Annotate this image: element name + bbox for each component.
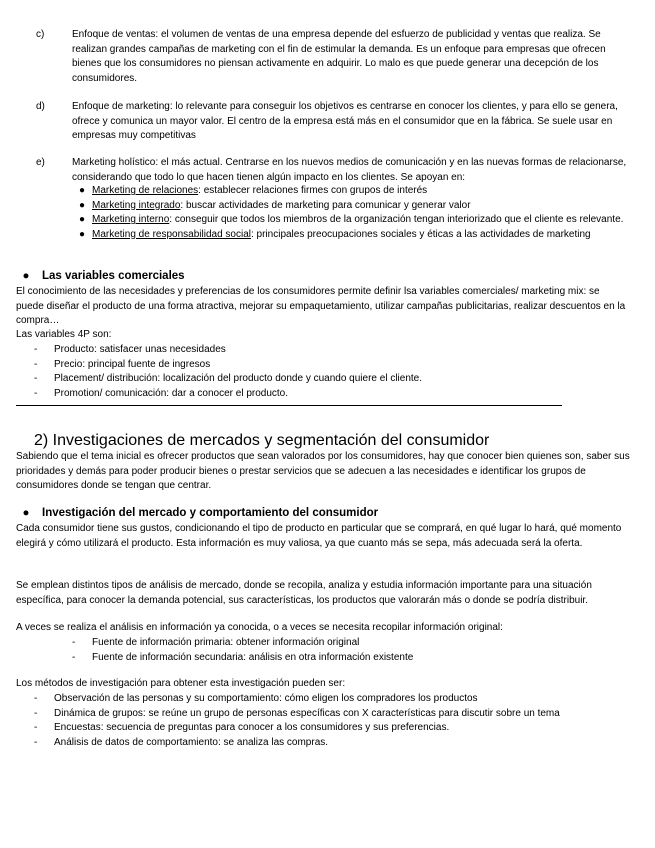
list-item xyxy=(30,721,630,736)
dash-icon: - xyxy=(72,637,76,648)
list-item-text: Análisis de datos de comportamiento: se analiza las compras. xyxy=(54,736,329,748)
list-item xyxy=(30,387,630,402)
list-item-text: Encuestas: secuencia de preguntas para conocer a los consumidores y sus preferencias. xyxy=(54,722,450,733)
dash-icon: - xyxy=(34,387,38,399)
item-text: Marketing holístico: el más actual. Centrarse en los nuevos medios de comunicación y en las nuevas formas de relacionarse, considerando que todo lo que hacen tienen algún impacto en los clientes. Se apoyan en: xyxy=(72,157,627,183)
list-item-d xyxy=(36,100,628,144)
list-item-text: Observación de las personas y su comportamiento: cómo eligen los compradores los productos xyxy=(54,693,478,704)
list-item xyxy=(68,636,628,651)
dash-icon: - xyxy=(34,358,38,370)
list-item-text: Precio: principal fuente de ingresos xyxy=(54,358,211,370)
methods-list xyxy=(30,692,630,750)
section-intro: Sabiendo que el tema inicial es ofrecer productos que sean valorados por los consumidores, hay que conocer bien quienes son, saber sus prioridades y demás para poder producir bienes o prestar servicios que se adecuen a las necesidades e identificar los grupos de consumidores donde se tengan que centrar. xyxy=(16,451,630,491)
list-item xyxy=(72,184,628,199)
holistic-sublist xyxy=(72,184,628,242)
dash-icon: - xyxy=(34,344,38,355)
list-item xyxy=(30,736,630,751)
heading-text: Las variables comerciales xyxy=(42,270,185,282)
section-title: 2) Investigaciones de mercados y segmentación del consumidor xyxy=(34,432,490,449)
list-item xyxy=(30,372,630,387)
term-description: : principales preocupaciones sociales y éticas a las actividades de marketing xyxy=(250,228,591,240)
list-item xyxy=(30,343,630,358)
list-item-text: Fuente de información secundaria: análisis en otra información existente xyxy=(92,651,414,663)
term-link: Marketing de relaciones xyxy=(92,185,199,196)
term-description: : buscar actividades de marketing para comunicar y generar valor xyxy=(180,199,471,211)
list-item xyxy=(72,228,628,243)
dash-icon: - xyxy=(34,707,38,719)
paragraph: Cada consumidor tiene sus gustos, condicionando el tipo de producto en particular que se comprará, en qué lugar lo hará, qué momento elegirá y cómo utilizará el producto. Esta información es muy valiosa, ya que cuanto más se sepa, más adecuada será la oferta. xyxy=(16,523,622,549)
market-research-heading xyxy=(16,506,378,521)
dash-icon: - xyxy=(34,693,38,704)
term-description: : conseguir que todos los miembros de la organización tengan interiorizado que el cliente es relevante. xyxy=(169,214,624,225)
dash-icon: - xyxy=(72,651,76,663)
list-item xyxy=(68,651,628,666)
variables-intro: Las variables 4P son: xyxy=(16,329,112,340)
variables-heading xyxy=(16,269,185,284)
term-link: Marketing de responsabilidad social xyxy=(92,228,251,240)
item-text: Enfoque de marketing: lo relevante para conseguir los objetivos es centrarse en conocer los clientes, y para ello se genera, ofrece y comunica un mayor valor. El centro de la empresa está más en el consumidor que en la fábrica. Se suele usar en empresas muy competitivas xyxy=(72,101,618,141)
variables-list xyxy=(30,343,630,401)
list-item-text: Promotion/ comunicación: dar a conocer el producto. xyxy=(54,387,289,399)
list-item-c xyxy=(36,28,628,86)
item-marker: d) xyxy=(36,101,45,112)
dash-icon: - xyxy=(34,722,38,733)
term-link: Marketing interno xyxy=(92,214,170,225)
list-item xyxy=(72,199,628,214)
list-item xyxy=(30,358,630,373)
bullet-icon: ● xyxy=(78,199,86,211)
bullet-icon: ● xyxy=(78,185,86,196)
dash-icon: - xyxy=(34,373,38,384)
paragraph: A veces se realiza el análisis en información ya conocida, o a veces se necesita recopilar información original: xyxy=(16,622,503,633)
variables-paragraph: El conocimiento de las necesidades y preferencias de los consumidores permite definir lsa variables comerciales/ marketing mix: se puede diseñar el producto de una forma atractiva, mejorar su empaquetamiento, utilizar campañas publicitarias, realizar descuentos en la compra… xyxy=(16,286,626,326)
section-divider xyxy=(16,405,562,406)
heading-text: Investigación del mercado y comportamiento del consumidor xyxy=(42,507,379,519)
paragraph: Se emplean distintos tipos de análisis de mercado, donde se recopila, analiza y estudia información importante para una situación específica, para conocer la demanda potencial, sus características, los productos que valorarán más o donde se podría distribuir. xyxy=(16,580,592,606)
list-item-text: Dinámica de grupos: se reúne un grupo de personas específicas con X características para discutir sobre un tema xyxy=(54,707,560,719)
term-link: Marketing integrado xyxy=(92,199,181,211)
paragraph: Los métodos de investigación para obtener esta investigación pueden ser: xyxy=(16,678,346,689)
item-text: Enfoque de ventas: el volumen de ventas de una empresa depende del esfuerzo de publicidad y ventas que realiza. Se realizan grandes campañas de marketing con el fin de estimular la demanda. Es un enfoque para empresas que ofrecen bienes que los consumidores no piensan activamente en adquirir. Lo malo es que puede generar una decepción de los consumidores. xyxy=(72,29,606,84)
list-item-text: Fuente de información primaria: obtener información original xyxy=(92,637,360,648)
list-item xyxy=(30,707,630,722)
bullet-icon: ● xyxy=(78,228,86,240)
list-item-text: Placement/ distribución: localización del producto donde y cuando quiere el cliente. xyxy=(54,373,423,384)
bullet-icon: ● xyxy=(78,214,86,225)
sources-list xyxy=(68,636,628,665)
list-item-text: Producto: satisfacer unas necesidades xyxy=(54,344,226,355)
list-item-e xyxy=(36,156,628,185)
list-item xyxy=(72,213,628,228)
term-description: : establecer relaciones firmes con grupos de interés xyxy=(198,185,428,196)
item-marker: e) xyxy=(36,157,45,168)
bullet-icon: ● xyxy=(22,270,30,282)
bullet-icon: ● xyxy=(22,507,30,519)
item-marker: c) xyxy=(36,29,45,40)
list-item xyxy=(30,692,630,707)
dash-icon: - xyxy=(34,736,38,748)
